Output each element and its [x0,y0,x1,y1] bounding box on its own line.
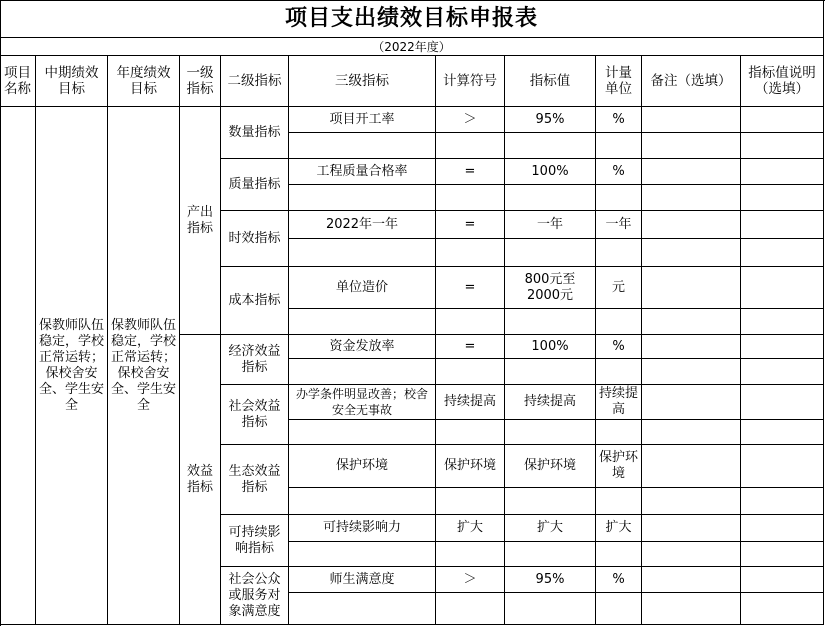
empty-cell [289,488,436,515]
empty-cell [741,420,824,445]
header-level3: 三级指标 [289,56,436,107]
empty-cell [596,488,642,515]
value-note-cell [741,515,824,542]
value-cell: 95% [505,567,596,593]
unit-cell: % [596,159,642,185]
empty-cell [596,239,642,267]
unit-cell: 扩大 [596,515,642,542]
level2-sustainable: 可持续影响指标 [221,515,289,567]
empty-cell [741,359,824,385]
empty-cell [505,488,596,515]
operator-cell: 保护环境 [436,445,505,488]
header-level2: 二级指标 [221,56,289,107]
page-title: 项目支出绩效目标申报表 [0,0,824,38]
empty-cell [741,488,824,515]
empty-cell [436,309,505,335]
unit-cell: 持续提高 [596,385,642,420]
empty-cell [289,542,436,567]
level2-cost: 成本指标 [221,267,289,335]
indicator-cell: 办学条件明显改善；校舍安全无事故 [289,385,436,420]
empty-cell [505,309,596,335]
value-note-cell [741,385,824,420]
header-value: 指标值 [505,56,596,107]
header-unit: 计量单位 [596,56,642,107]
empty-cell [741,185,824,211]
unit-cell: % [596,567,642,593]
operator-cell: 持续提高 [436,385,505,420]
empty-cell [741,542,824,567]
remark-cell [642,445,741,488]
empty-cell [596,185,642,211]
header-annual-target: 年度绩效目标 [108,56,180,107]
level1-benefit: 效益指标 [180,335,221,625]
empty-cell [289,593,436,625]
operator-cell: ＞ [436,567,505,593]
value-cell: 持续提高 [505,385,596,420]
value-cell: 扩大 [505,515,596,542]
empty-cell [741,309,824,335]
project-name-cell [0,107,36,625]
empty-cell [505,185,596,211]
empty-cell [741,239,824,267]
indicator-cell: 项目开工率 [289,107,436,133]
value-cell: 800元至2000元 [505,267,596,309]
empty-cell [505,420,596,445]
empty-cell [505,239,596,267]
empty-cell [505,133,596,159]
remark-cell [642,211,741,239]
empty-cell [289,420,436,445]
empty-cell [289,309,436,335]
level2-quality: 质量指标 [221,159,289,211]
empty-cell [596,593,642,625]
operator-cell: 扩大 [436,515,505,542]
indicator-cell: 资金发放率 [289,335,436,359]
unit-cell: 一年 [596,211,642,239]
header-remark: 备注（选填） [642,56,741,107]
empty-cell [289,185,436,211]
operator-cell: = [436,159,505,185]
header-project-name: 项目名称 [0,56,36,107]
unit-cell: 元 [596,267,642,309]
unit-cell: 保护环境 [596,445,642,488]
level2-social: 社会效益指标 [221,385,289,445]
indicator-cell: 保护环境 [289,445,436,488]
value-cell: 一年 [505,211,596,239]
remark-cell [642,515,741,542]
empty-cell [741,593,824,625]
indicator-cell: 2022年一年 [289,211,436,239]
level2-quantity: 数量指标 [221,107,289,159]
header-mid-target: 中期绩效目标 [36,56,108,107]
empty-cell [596,309,642,335]
value-note-cell [741,211,824,239]
empty-cell [436,185,505,211]
annual-target-cell: 保教师队伍稳定，学校正常运转；保校舍安全、学生安全 [108,107,180,625]
empty-cell [436,542,505,567]
empty-cell [642,359,741,385]
value-note-cell [741,267,824,309]
empty-cell [642,488,741,515]
remark-cell [642,567,741,593]
value-note-cell [741,567,824,593]
indicator-cell: 单位造价 [289,267,436,309]
empty-cell [289,133,436,159]
empty-cell [436,133,505,159]
empty-cell [642,239,741,267]
empty-cell [642,185,741,211]
empty-cell [741,133,824,159]
level2-economic: 经济效益指标 [221,335,289,385]
header-value-note: 指标值说明（选填） [741,56,824,107]
empty-cell [596,542,642,567]
remark-cell [642,159,741,185]
empty-cell [596,133,642,159]
empty-cell [642,542,741,567]
operator-cell: = [436,211,505,239]
year-label: （2022年度） [0,38,824,56]
remark-cell [642,267,741,309]
value-note-cell [741,445,824,488]
empty-cell [505,593,596,625]
level2-satisfaction: 社会公众或服务对象满意度 [221,567,289,625]
level1-output: 产出指标 [180,107,221,335]
unit-cell: % [596,107,642,133]
empty-cell [642,133,741,159]
empty-cell [436,239,505,267]
empty-cell [436,488,505,515]
empty-cell [505,542,596,567]
operator-cell: ＞ [436,107,505,133]
value-cell: 保护环境 [505,445,596,488]
mid-target-cell: 保教师队伍稳定，学校正常运转；保校舍安全、学生安全 [36,107,108,625]
empty-cell [289,239,436,267]
remark-cell [642,385,741,420]
header-operator: 计算符号 [436,56,505,107]
value-note-cell [741,335,824,359]
empty-cell [436,593,505,625]
empty-cell [596,420,642,445]
level2-timeliness: 时效指标 [221,211,289,267]
value-cell: 95% [505,107,596,133]
empty-cell [436,420,505,445]
value-cell: 100% [505,159,596,185]
header-level1: 一级指标 [180,56,221,107]
remark-cell [642,335,741,359]
remark-cell [642,107,741,133]
empty-cell [596,359,642,385]
empty-cell [642,309,741,335]
value-note-cell [741,159,824,185]
empty-cell [505,359,596,385]
unit-cell: % [596,335,642,359]
indicator-cell: 工程质量合格率 [289,159,436,185]
operator-cell: = [436,335,505,359]
empty-cell [642,420,741,445]
value-note-cell [741,107,824,133]
operator-cell: = [436,267,505,309]
empty-cell [642,593,741,625]
level2-ecological: 生态效益指标 [221,445,289,515]
empty-cell [436,359,505,385]
indicator-cell: 师生满意度 [289,567,436,593]
empty-cell [289,359,436,385]
value-cell: 100% [505,335,596,359]
indicator-cell: 可持续影响力 [289,515,436,542]
